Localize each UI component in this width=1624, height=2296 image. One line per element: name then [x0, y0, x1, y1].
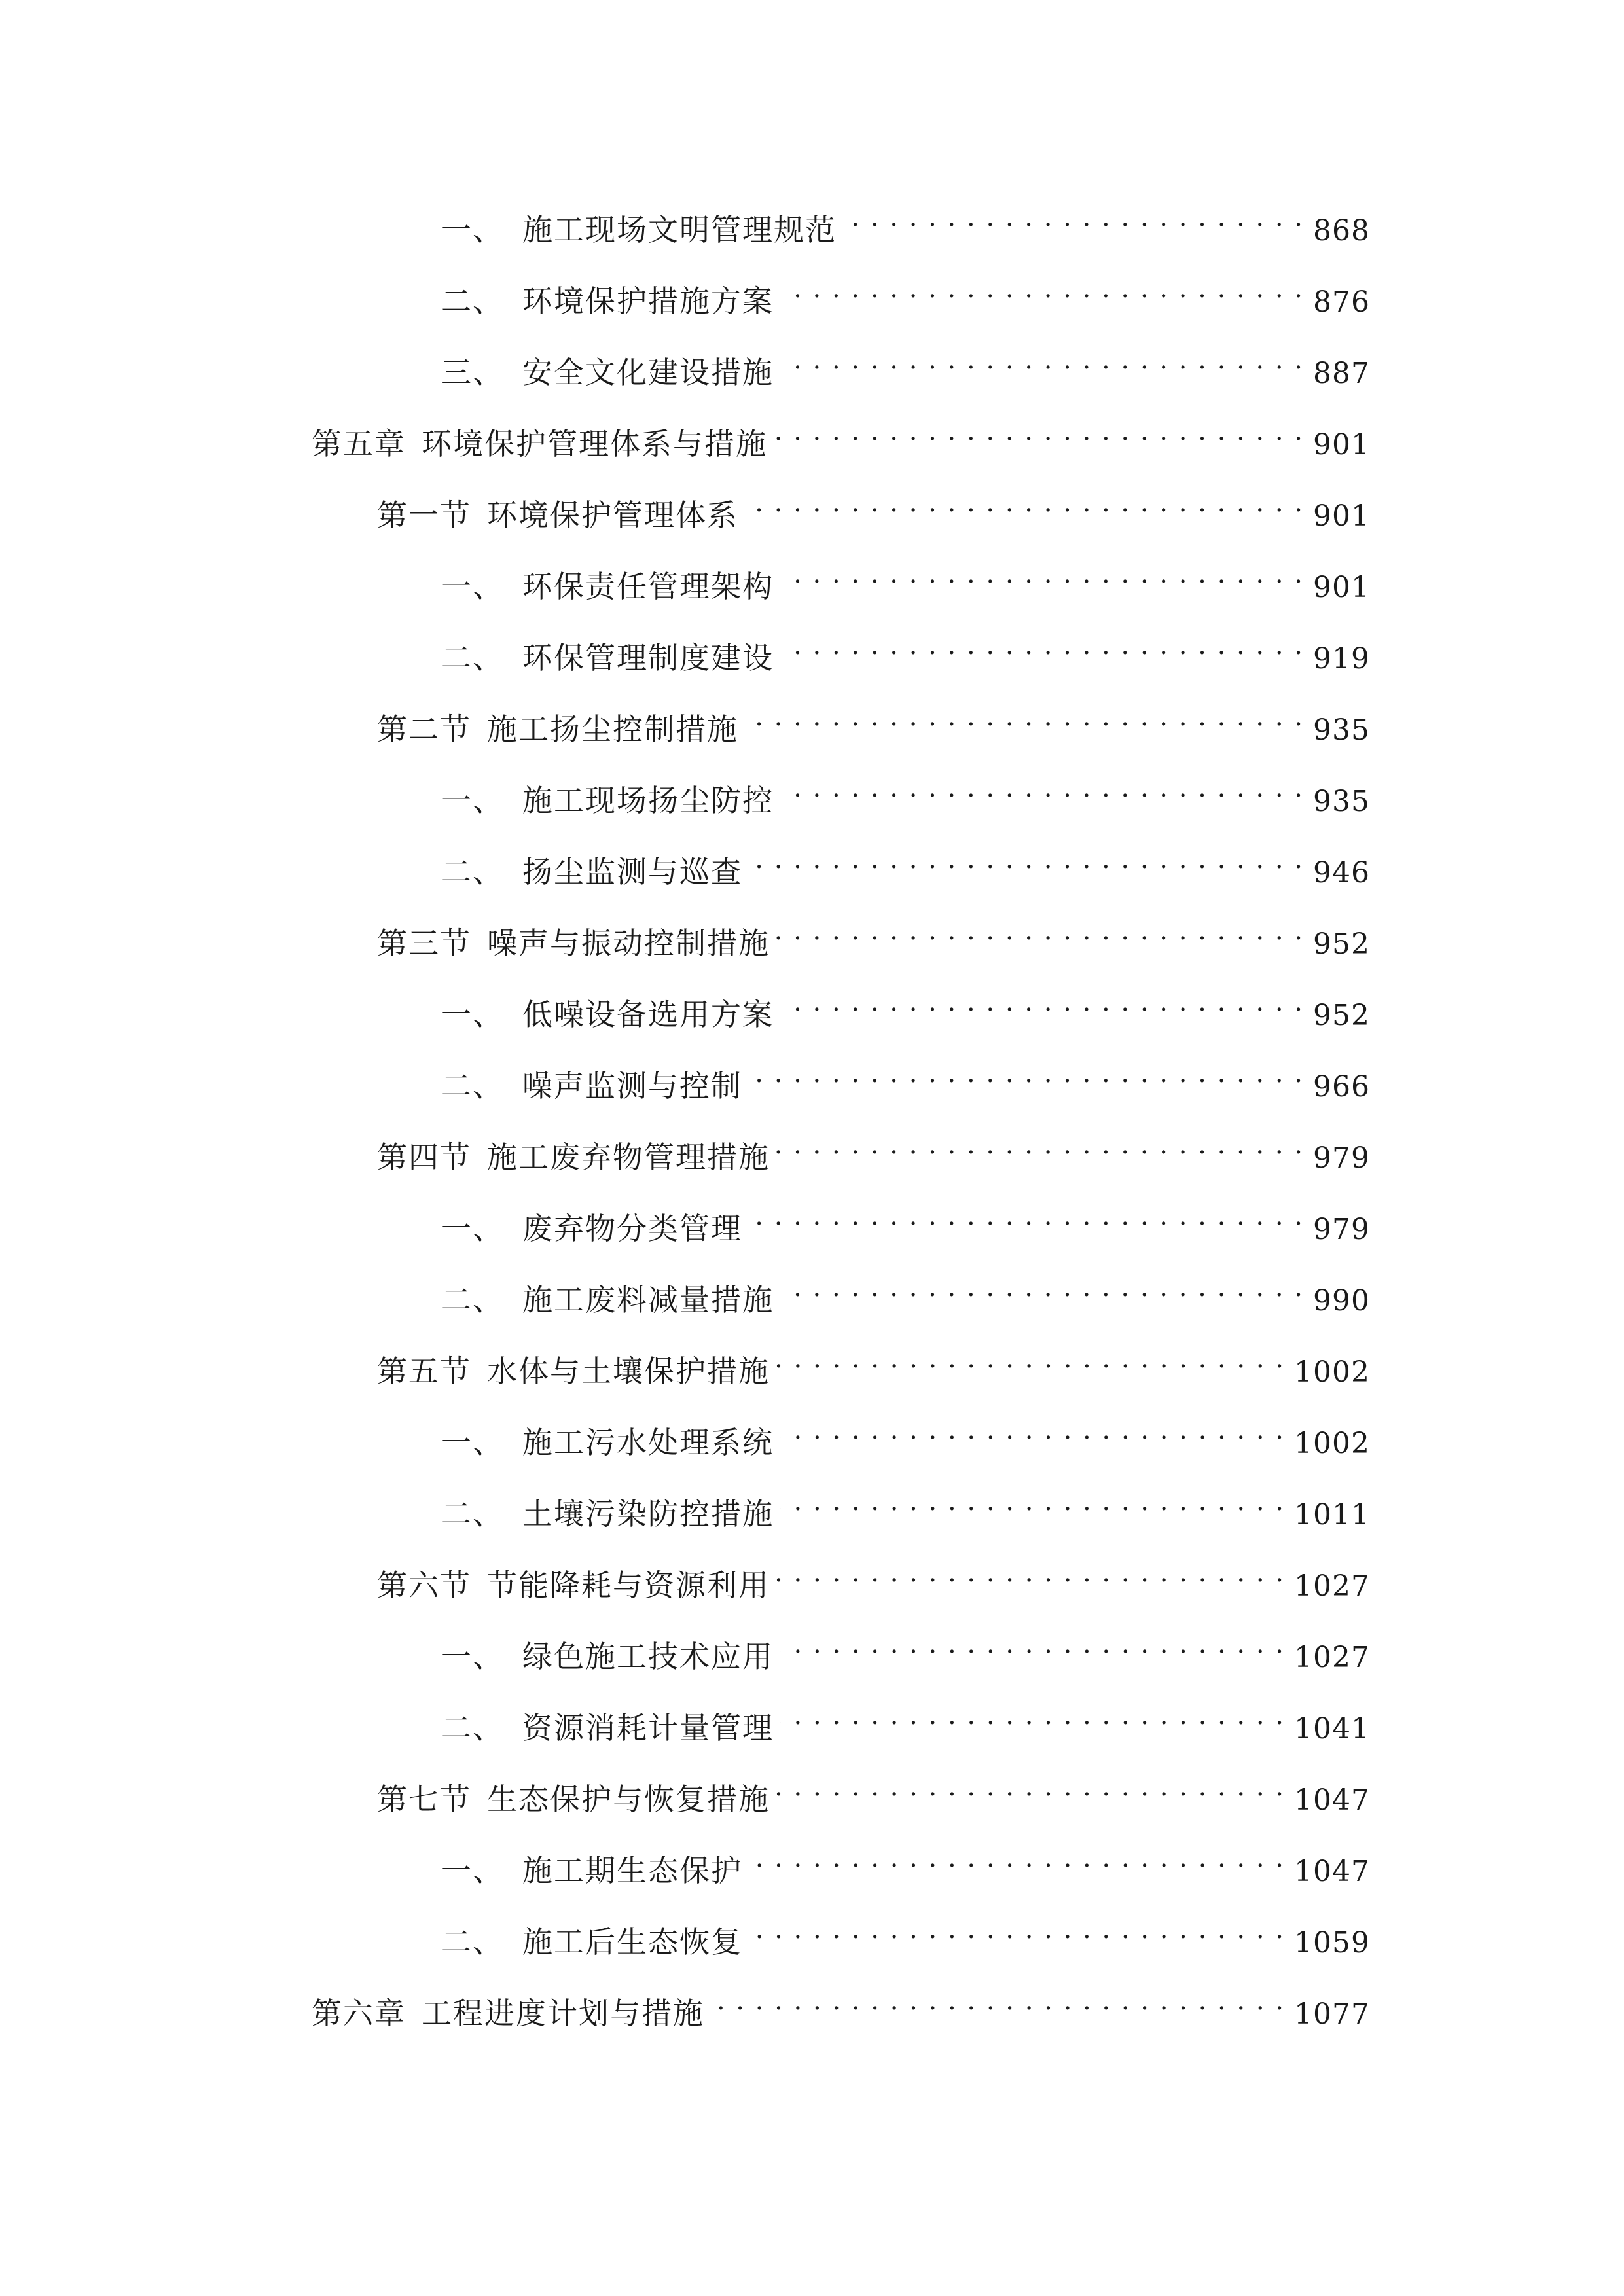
toc-entry[interactable]: [441, 194, 1370, 247]
toc-entry[interactable]: [441, 1050, 1370, 1103]
toc-dot-leader: [776, 1122, 1304, 1168]
toc-entry-title: 生态保护与恢复措施: [487, 1782, 770, 1817]
toc-entry-title: 低噪设备选用方案: [522, 997, 774, 1032]
toc-dot-leader: [780, 1407, 1285, 1453]
toc-entry-number: 二、: [441, 1068, 504, 1103]
toc-entry-number: 一、: [441, 1639, 504, 1674]
toc-dot-leader: [776, 1336, 1285, 1382]
toc-entry-page: 990: [1313, 1284, 1370, 1318]
toc-entry-page: 887: [1313, 357, 1370, 390]
toc-entry-title: 施工扬尘控制措施: [487, 711, 738, 747]
toc-entry-number: 一、: [441, 1425, 504, 1460]
toc-entry-page: 952: [1313, 999, 1370, 1032]
toc-entry-title: 扬尘监测与巡查: [522, 854, 742, 889]
toc-entry-number: 第六章: [312, 1996, 406, 2031]
toc-entry[interactable]: [441, 622, 1370, 675]
toc-dot-leader: [749, 1050, 1304, 1096]
toc-dot-leader: [711, 1978, 1285, 2024]
toc-entry-number: 一、: [441, 783, 504, 818]
toc-entry[interactable]: [377, 1122, 1370, 1175]
toc-entry[interactable]: [441, 1479, 1370, 1532]
toc-dot-leader: [776, 1764, 1285, 1810]
toc-entry[interactable]: [312, 1978, 1370, 2031]
toc-entry-title: 施工后生态恢复: [522, 1924, 742, 1960]
toc-dot-leader: [780, 1621, 1285, 1667]
toc-entry-number: 一、: [441, 1211, 504, 1246]
toc-entry[interactable]: [441, 337, 1370, 390]
toc-entry-page: 1077: [1294, 1998, 1370, 2031]
toc-entry-title: 施工废料减量措施: [522, 1282, 774, 1318]
toc-entry-page: 901: [1313, 499, 1370, 533]
toc-entry-number: 第三节: [377, 925, 471, 961]
toc-entry-page: 1041: [1294, 1712, 1370, 1746]
toc-entry-page: 1047: [1294, 1784, 1370, 1817]
toc-entry-number: 第二节: [377, 711, 471, 747]
toc-entry-page: 1027: [1294, 1641, 1370, 1674]
toc-entry-number: 一、: [441, 212, 504, 247]
toc-entry-number: 二、: [441, 1282, 504, 1318]
toc-entry-number: 二、: [441, 854, 504, 889]
toc-entry-number: 一、: [441, 1853, 504, 1888]
toc-entry-number: 第七节: [377, 1782, 471, 1817]
toc-entry-title: 噪声监测与控制: [522, 1068, 742, 1103]
toc-entry[interactable]: [377, 480, 1370, 533]
toc-entry-number: 一、: [441, 997, 504, 1032]
toc-entry-page: 1011: [1294, 1498, 1370, 1532]
toc-entry-page: 952: [1313, 927, 1370, 961]
toc-entry-title: 安全文化建设措施: [522, 355, 774, 390]
toc-dot-leader: [749, 1907, 1285, 1952]
toc-entry-title: 废弃物分类管理: [522, 1211, 742, 1246]
toc-entry-page: 1002: [1294, 1427, 1370, 1460]
toc-entry-page: 966: [1313, 1070, 1370, 1103]
toc-entry[interactable]: [441, 266, 1370, 319]
toc-dot-leader: [843, 194, 1304, 240]
toc-entry[interactable]: [377, 1764, 1370, 1817]
toc-entry-title: 噪声与振动控制措施: [487, 925, 770, 961]
toc-entry-page: 935: [1313, 785, 1370, 818]
toc-entry[interactable]: [377, 908, 1370, 961]
toc-entry-number: 第一节: [377, 497, 471, 533]
toc-entry-number: 第五章: [312, 426, 406, 461]
toc-entry-title: 工程进度计划与措施: [422, 1996, 704, 2031]
toc-entry[interactable]: [441, 836, 1370, 889]
toc-entry-page: 1002: [1294, 1355, 1370, 1389]
toc-entry-number: 二、: [441, 1710, 504, 1746]
toc-dot-leader: [780, 337, 1304, 383]
toc-entry-page: 1059: [1294, 1926, 1370, 1960]
toc-entry[interactable]: [441, 551, 1370, 604]
toc-dot-leader: [780, 1265, 1304, 1310]
toc-entry-title: 环境保护管理体系: [487, 497, 738, 533]
toc-entry-number: 二、: [441, 283, 504, 319]
toc-entry[interactable]: [441, 1693, 1370, 1746]
toc-entry[interactable]: [441, 979, 1370, 1032]
toc-entry-number: 二、: [441, 640, 504, 675]
toc-entry-title: 绿色施工技术应用: [522, 1639, 774, 1674]
toc-dot-leader: [749, 1835, 1285, 1881]
toc-entry-number: 第四节: [377, 1139, 471, 1175]
toc-entry-number: 第六节: [377, 1568, 471, 1603]
toc-entry-page: 946: [1313, 856, 1370, 889]
toc-entry-title: 资源消耗计量管理: [522, 1710, 774, 1746]
toc-dot-leader: [780, 266, 1304, 312]
toc-dot-leader: [776, 908, 1304, 954]
toc-dot-leader: [780, 551, 1304, 597]
toc-entry-page: 1047: [1294, 1855, 1370, 1888]
toc-entry[interactable]: [441, 1835, 1370, 1888]
toc-entry-number: 二、: [441, 1496, 504, 1532]
toc-entry[interactable]: [441, 1621, 1370, 1674]
toc-entry-title: 环境保护措施方案: [522, 283, 774, 319]
toc-entry-page: 868: [1313, 214, 1370, 247]
toc-entry-title: 施工现场文明管理规范: [522, 212, 837, 247]
toc-entry-title: 施工期生态保护: [522, 1853, 742, 1888]
toc-dot-leader: [780, 765, 1304, 811]
toc-entry-title: 节能降耗与资源利用: [487, 1568, 770, 1603]
toc-entry[interactable]: [441, 1265, 1370, 1318]
toc-entry-page: 1027: [1294, 1570, 1370, 1603]
toc-dot-leader: [776, 1550, 1285, 1596]
toc-entry-number: 二、: [441, 1924, 504, 1960]
toc-entry[interactable]: [377, 694, 1370, 747]
toc-entry-page: 979: [1313, 1141, 1370, 1175]
toc-dot-leader: [780, 979, 1304, 1025]
toc-entry-title: 水体与土壤保护措施: [487, 1354, 770, 1389]
toc-entry-number: 三、: [441, 355, 504, 390]
toc-dot-leader: [780, 1479, 1285, 1524]
toc-entry-title: 土壤污染防控措施: [522, 1496, 774, 1532]
toc-entry-title: 环保责任管理架构: [522, 569, 774, 604]
toc-dot-leader: [774, 408, 1304, 454]
toc-entry-page: 901: [1313, 571, 1370, 604]
toc-entry-number: 第五节: [377, 1354, 471, 1389]
toc-dot-leader: [780, 1693, 1285, 1738]
toc-entry-number: 一、: [441, 569, 504, 604]
toc-entry[interactable]: [441, 765, 1370, 818]
toc-entry-page: 919: [1313, 642, 1370, 675]
toc-entry-title: 施工现场扬尘防控: [522, 783, 774, 818]
toc-dot-leader: [745, 694, 1304, 740]
toc-entry-page: 901: [1313, 428, 1370, 461]
toc-entry[interactable]: [377, 1550, 1370, 1603]
toc-entry-page: 935: [1313, 713, 1370, 747]
toc-entry-title: 环保管理制度建设: [522, 640, 774, 675]
toc-entry[interactable]: [377, 1336, 1370, 1389]
toc-entry[interactable]: [441, 1193, 1370, 1246]
toc-dot-leader: [780, 622, 1304, 668]
toc-entry[interactable]: [312, 408, 1370, 461]
toc-dot-leader: [745, 480, 1304, 526]
toc-entry-title: 施工污水处理系统: [522, 1425, 774, 1460]
toc-entry[interactable]: [441, 1907, 1370, 1960]
toc-dot-leader: [749, 1193, 1304, 1239]
toc-entry-title: 环境保护管理体系与措施: [422, 426, 767, 461]
toc-entry-page: 876: [1313, 285, 1370, 319]
toc-entry[interactable]: [441, 1407, 1370, 1460]
toc-entry-title: 施工废弃物管理措施: [487, 1139, 770, 1175]
toc-dot-leader: [749, 836, 1304, 882]
toc-entry-page: 979: [1313, 1213, 1370, 1246]
